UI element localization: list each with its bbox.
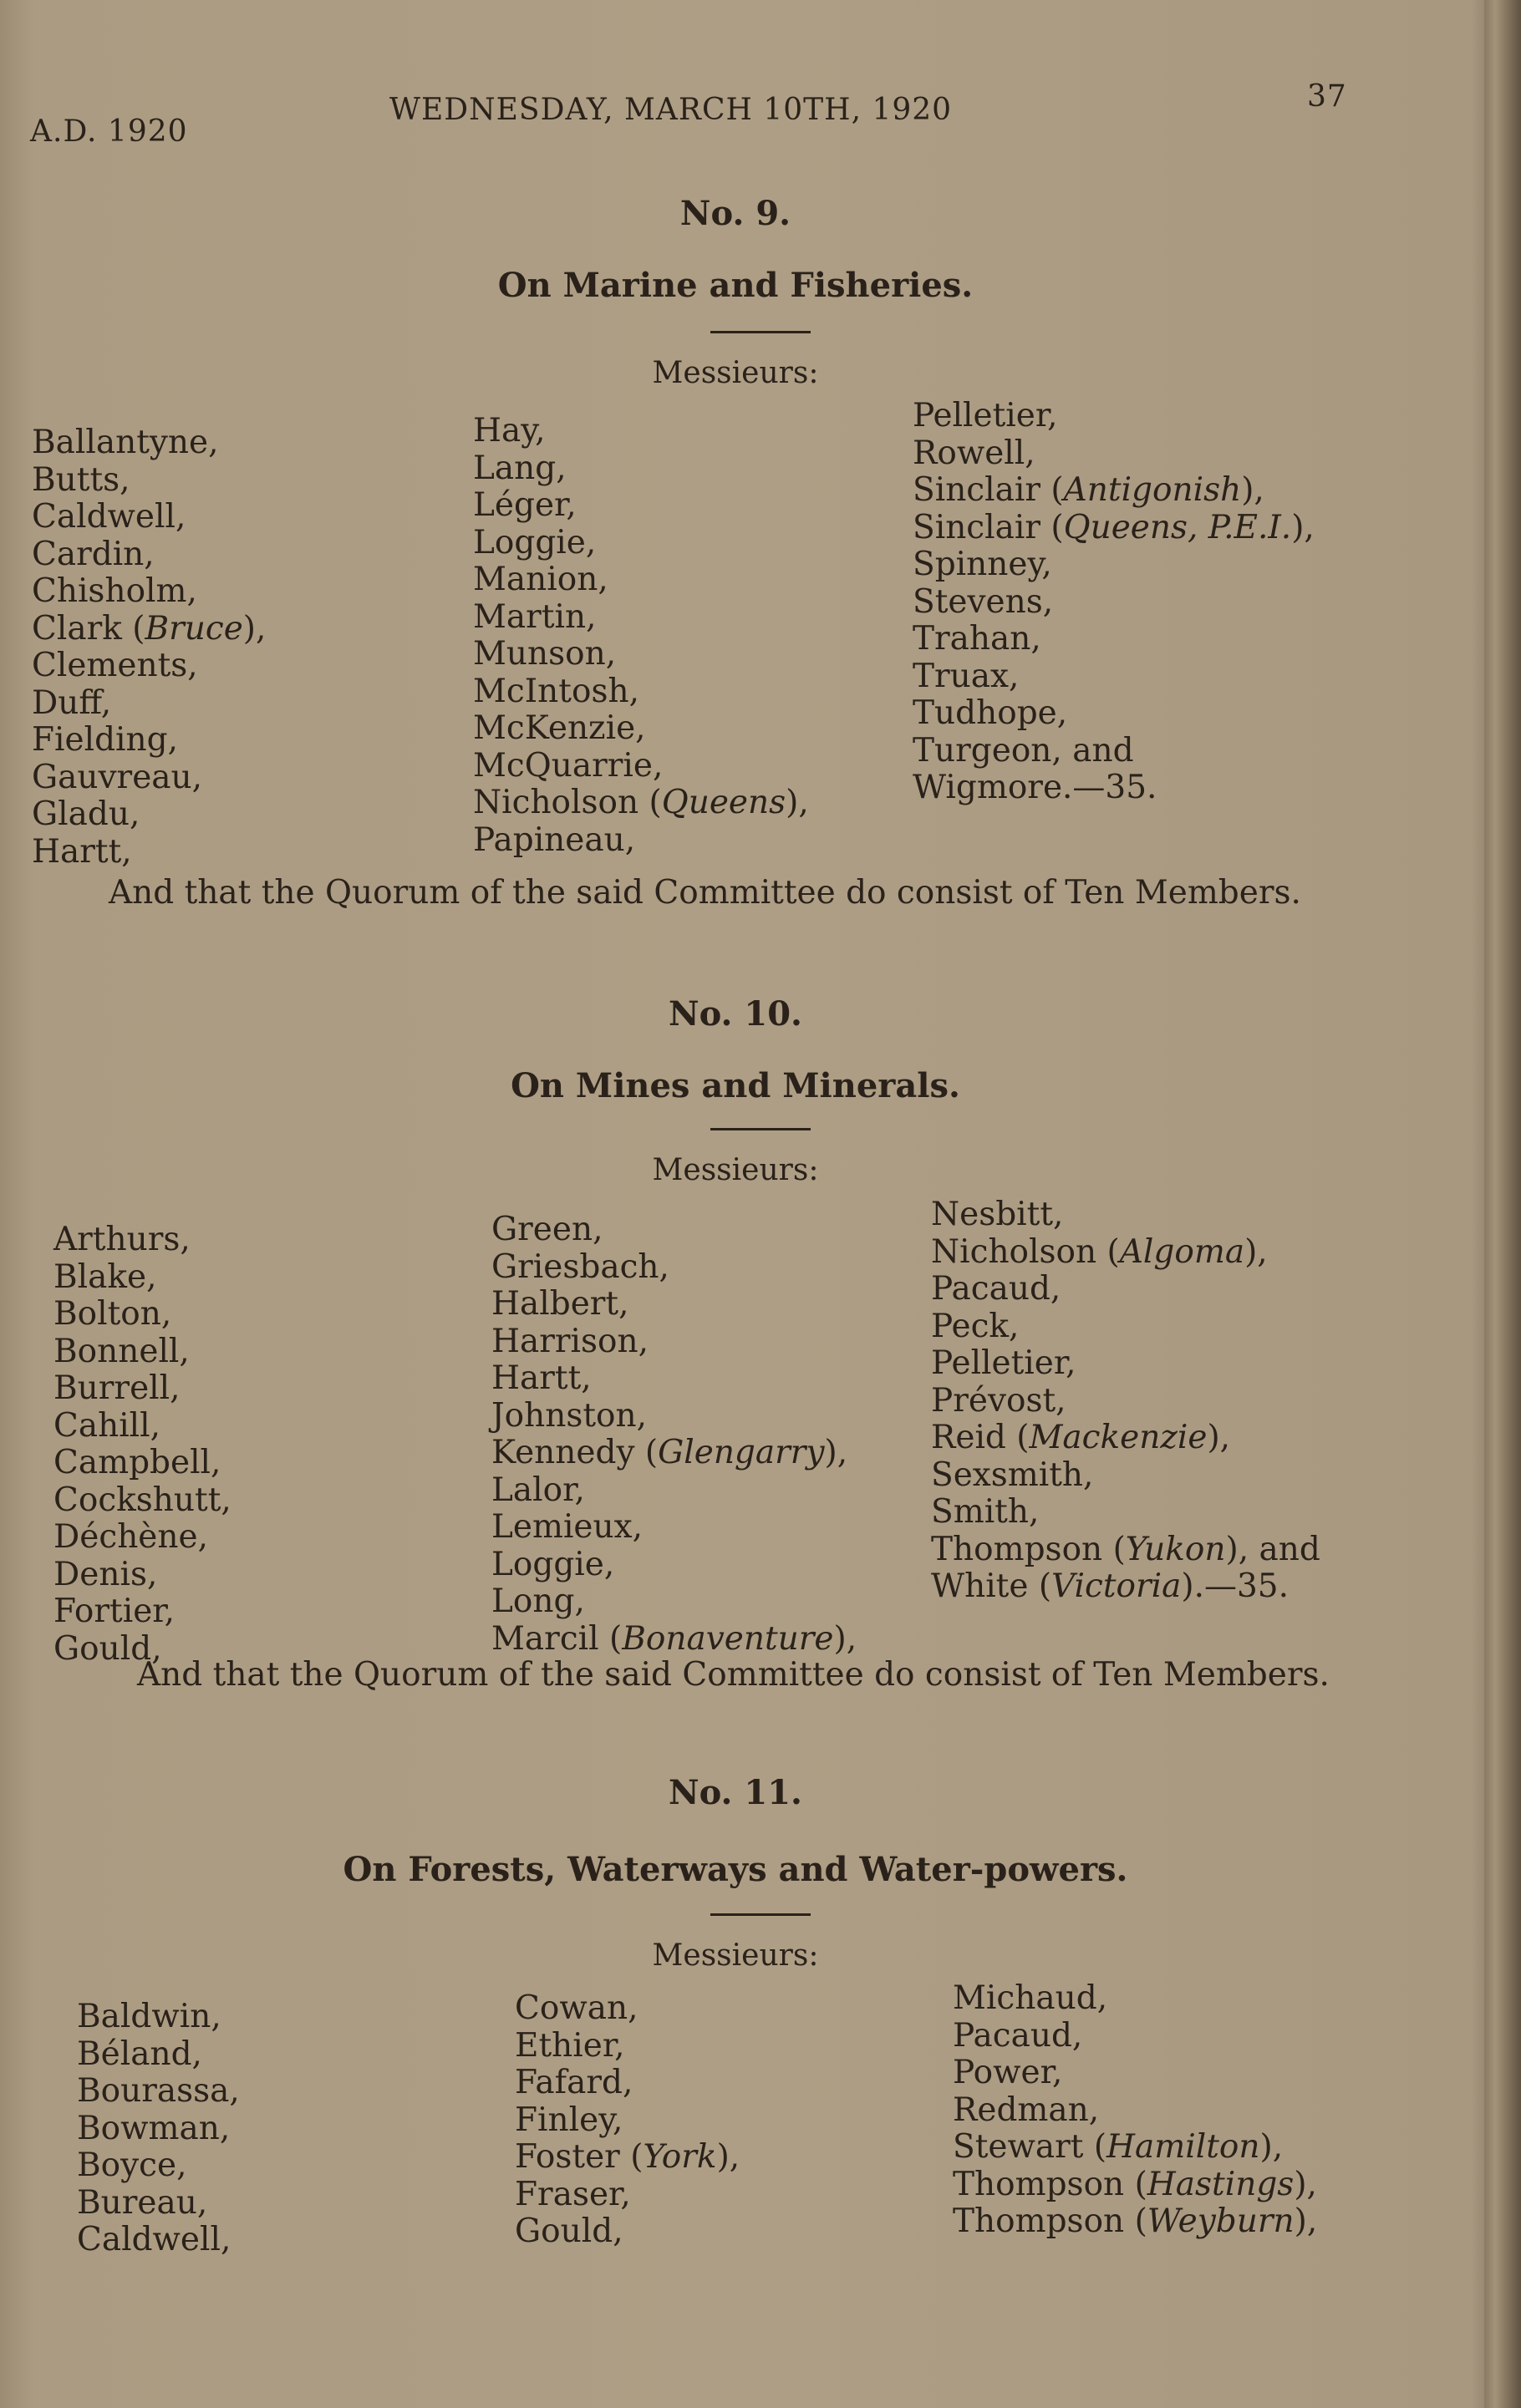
member-name: Reid (Mackenzie), (931, 1419, 1231, 1456)
riding-name: Hamilton (1106, 2128, 1260, 2166)
member-name: Pacaud, (953, 2016, 1083, 2055)
riding-name: Bruce (145, 609, 243, 648)
member-name: Hartt, (32, 832, 132, 871)
member-name: Sinclair (Queens, P.E.I.), (913, 508, 1315, 546)
messieurs-label: Messieurs: (652, 356, 819, 390)
section-title: On Forests, Waterways and Water-powers. (343, 1850, 1128, 1889)
member-name: Pelletier, (913, 397, 1058, 434)
header-year: A.D. 1920 (30, 114, 188, 149)
member-name: Pacaud, (931, 1270, 1061, 1308)
member-name: Caldwell, (32, 498, 186, 536)
member-name: Bureau, (77, 2183, 208, 2222)
member-name: Tudhope, (913, 694, 1068, 732)
member-name: Thompson (Hastings), (953, 2165, 1317, 2203)
riding-name: Mackenzie (1029, 1419, 1208, 1456)
member-name: Ballantyne, (32, 424, 219, 461)
member-name: Power, (953, 2054, 1063, 2091)
riding-name: Queens, P.E.I. (1063, 508, 1292, 546)
member-name: Smith, (931, 1493, 1040, 1531)
member-name: Fortier, (53, 1593, 176, 1630)
title-rule (710, 331, 811, 333)
member-name: Fraser, (515, 2175, 631, 2213)
member-name: Thompson (Yukon), and (931, 1530, 1320, 1568)
member-name: Munson, (473, 635, 617, 673)
member-name: Boyce, (77, 2146, 187, 2184)
member-name: Baldwin, (77, 1998, 221, 2035)
riding-name: Algoma (1119, 1232, 1245, 1271)
member-name: McKenzie, (473, 709, 646, 747)
member-column (913, 398, 1315, 807)
member-column (473, 413, 809, 859)
member-column (515, 1990, 740, 2251)
member-name: Harrison, (491, 1322, 649, 1360)
member-name: Marcil (Bonaventure), (491, 1619, 857, 1658)
section-title: On Marine and Fisheries. (497, 266, 974, 305)
riding-name: Hastings (1147, 2165, 1295, 2203)
riding-name: Queens (661, 784, 786, 821)
member-name: Hay, (473, 412, 546, 450)
member-name: Thompson (Weyburn), (953, 2202, 1318, 2240)
member-name: Finley, (515, 2101, 623, 2139)
title-rule (710, 1913, 811, 1916)
member-name: Lalor, (491, 1471, 585, 1509)
section-number: No. 9. (679, 194, 791, 233)
member-name: Rowell, (913, 434, 1035, 472)
riding-name: York (643, 2138, 717, 2176)
member-name: Prévost, (931, 1381, 1066, 1420)
title-rule (710, 1128, 811, 1130)
member-name: Gould, (515, 2212, 623, 2250)
member-name: Blake, (53, 1257, 157, 1296)
member-name: Loggie, (491, 1545, 615, 1583)
member-name: Bourassa, (77, 2072, 240, 2110)
member-name: Green, (491, 1211, 603, 1248)
member-name: Bowman, (77, 2109, 231, 2147)
member-name: Duff, (32, 683, 112, 722)
member-name: Denis, (53, 1555, 158, 1593)
member-name: Stevens, (913, 582, 1054, 621)
member-name: Ethier, (515, 2026, 625, 2065)
member-name: Sinclair (Antigonish), (913, 471, 1264, 509)
member-column (953, 1980, 1317, 2241)
member-name: Cahill, (53, 1406, 161, 1445)
member-name: Déchène, (53, 1518, 208, 1556)
member-name: Kennedy (Glengarry), (491, 1434, 848, 1471)
messieurs-label: Messieurs: (652, 1938, 819, 1973)
member-name: Wigmore.—35. (913, 769, 1157, 806)
member-name: Fafard, (515, 2064, 633, 2101)
riding-name: Antigonish (1063, 471, 1242, 509)
member-name: Loggie, (473, 523, 597, 561)
member-name: Chisholm, (32, 572, 197, 610)
section-number: No. 10. (669, 994, 802, 1034)
section-title: On Mines and Minerals. (511, 1066, 960, 1105)
page-number: 37 (1307, 79, 1347, 114)
member-name: Clark (Bruce), (32, 609, 267, 648)
member-name: Arthurs, (53, 1221, 191, 1258)
member-name: Trahan, (913, 620, 1041, 658)
member-name: Campbell, (53, 1444, 221, 1481)
member-name: Léger, (473, 486, 577, 524)
member-name: Nesbitt, (931, 1196, 1064, 1233)
member-name: Michaud, (953, 1979, 1108, 2017)
member-column (32, 424, 266, 871)
member-name: Redman, (953, 2090, 1100, 2129)
member-name: Hartt, (491, 1359, 592, 1397)
member-name: Cardin, (32, 535, 155, 573)
member-name: McQuarrie, (473, 746, 664, 785)
member-name: Griesbach, (491, 1247, 669, 1286)
member-name: Fielding, (32, 721, 179, 759)
header-date: WEDNESDAY, MARCH 10TH, 1920 (389, 93, 953, 127)
quorum-statement: And that the Quorum of the said Committee do consist of Ten Members. (137, 1656, 1330, 1694)
member-name: Clements, (32, 647, 198, 684)
member-name: Nicholson (Queens), (473, 784, 809, 821)
member-name: Lang, (473, 449, 567, 487)
member-name: Johnston, (491, 1396, 648, 1435)
member-name: Béland, (77, 2035, 202, 2073)
member-name: Gould, (53, 1629, 162, 1668)
riding-name: Victoria (1051, 1567, 1182, 1605)
section-number: No. 11. (669, 1773, 802, 1812)
member-name: Cockshutt, (53, 1481, 231, 1519)
member-name: Nicholson (Algoma), (931, 1232, 1268, 1271)
member-name: Martin, (473, 597, 597, 636)
member-name: Bonnell, (53, 1332, 190, 1370)
member-name: Caldwell, (77, 2221, 231, 2258)
member-name: Turgeon, and (913, 731, 1134, 770)
member-name: Cowan, (515, 1989, 638, 2027)
member-name: Spinney, (913, 546, 1052, 583)
member-name: Burrell, (53, 1369, 181, 1407)
member-name: Butts, (32, 460, 130, 499)
member-name: Gauvreau, (32, 758, 203, 796)
member-column (77, 1999, 240, 2259)
member-name: Pelletier, (931, 1344, 1076, 1382)
member-name: Manion, (473, 561, 608, 598)
riding-name: Weyburn (1147, 2202, 1295, 2240)
member-name: White (Victoria).—35. (931, 1567, 1290, 1605)
member-name: Lemieux, (491, 1508, 644, 1546)
book-spine (1484, 0, 1521, 2408)
riding-name: Yukon (1125, 1530, 1226, 1568)
member-name: Halbert, (491, 1285, 629, 1323)
member-name: McIntosh, (473, 672, 639, 710)
member-name: Sexsmith, (931, 1455, 1094, 1494)
member-name: Long, (491, 1582, 585, 1620)
member-column (931, 1196, 1320, 1606)
quorum-statement: And that the Quorum of the said Committee do consist of Ten Members. (109, 874, 1301, 912)
member-name: Peck, (931, 1307, 1020, 1345)
member-name: Foster (York), (515, 2138, 740, 2176)
member-column (53, 1222, 231, 1668)
member-name: Bolton, (53, 1295, 172, 1333)
messieurs-label: Messieurs: (652, 1153, 819, 1187)
member-name: Gladu, (32, 795, 140, 833)
member-name: Stewart (Hamilton), (953, 2128, 1284, 2166)
member-name: Truax, (913, 657, 1020, 695)
running-header (30, 79, 1421, 149)
riding-name: Glengarry (658, 1434, 825, 1471)
member-column (491, 1212, 857, 1658)
member-name: Papineau, (473, 820, 636, 859)
riding-name: Bonaventure (622, 1619, 834, 1658)
